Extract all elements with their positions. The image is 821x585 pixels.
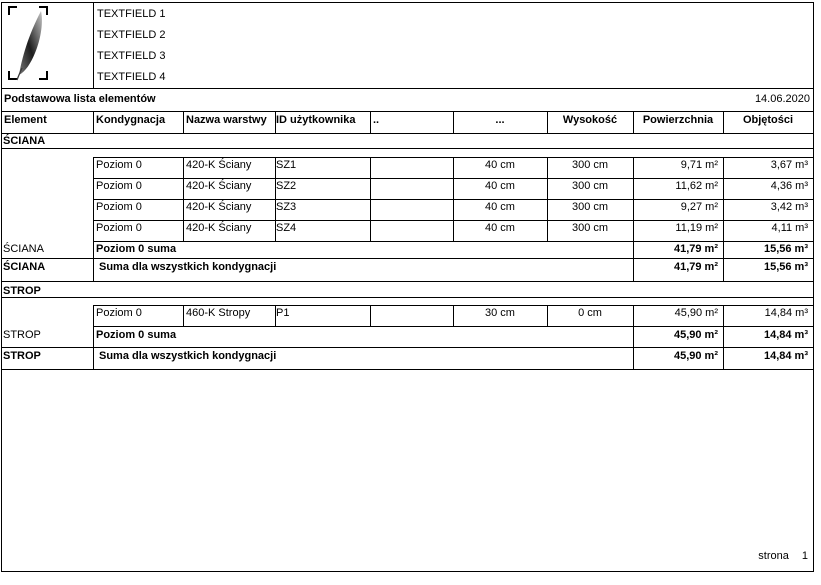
cell-objetosc: 14,84 m³ [764,307,808,319]
sum-powierzchnia: 41,79 m² [673,261,718,273]
grid-line [183,305,184,326]
cell-kondygnacja: Poziom 0 [96,159,142,171]
sum-element-label: ŚCIANA [3,261,46,273]
grid-line [453,305,454,326]
cell-objetosc: 3,67 m³ [770,159,808,171]
sum-label: Suma dla wszystkich kondygnacji [99,261,277,273]
grid-line [723,241,724,258]
cell-warstwa: 420-K Ściany [186,222,252,234]
grid-line [723,258,724,281]
sum-label: Poziom 0 suma [96,243,177,255]
grid-line [93,111,94,133]
cell-grubosc: 40 cm [485,159,515,171]
grid-line [633,111,634,133]
grid-line [93,326,814,327]
col-header-objetosci: Objętości [742,114,794,126]
cell-warstwa: 420-K Ściany [186,159,252,171]
sum-objetosc: 15,56 m³ [763,261,808,273]
sum-label: Poziom 0 suma [96,329,177,341]
grid-line [1,571,814,572]
sum-powierzchnia: 41,79 m² [673,243,718,255]
grid-line [370,157,371,241]
grid-line [633,157,634,241]
grid-line [183,111,184,133]
sum-label: Suma dla wszystkich kondygnacji [99,350,277,362]
grid-line [1,281,814,282]
grid-line [1,133,814,134]
cell-wysokosc: 0 cm [578,307,602,319]
grid-line [1,347,814,348]
grid-line [370,305,371,326]
grid-line [93,241,814,242]
cell-wysokosc: 300 cm [571,201,609,213]
cell-wysokosc: 300 cm [571,159,609,171]
grid-line [1,369,814,370]
cell-warstwa: 420-K Ściany [186,180,252,192]
grid-line [633,241,634,258]
col-header-kondygnacja: Kondygnacja [96,114,166,126]
grid-line [93,241,94,258]
cell-grubosc: 40 cm [485,180,515,192]
grid-line [93,157,94,241]
logo-textfield-4: TEXTFIELD 4 [97,71,166,83]
grid-line [547,157,548,241]
grid-line [275,157,276,241]
cell-id: SZ3 [276,201,297,213]
cell-id: SZ1 [276,159,297,171]
grid-line [1,148,814,149]
cell-grubosc: 40 cm [485,201,515,213]
cell-grubosc: 30 cm [485,307,515,319]
cell-kondygnacja: Poziom 0 [96,222,142,234]
col-header-element: Element [4,114,47,126]
grid-line [547,305,548,326]
grid-line [275,111,276,133]
grid-line [633,258,634,281]
cell-warstwa: 420-K Ściany [186,201,252,213]
cell-powierzchnia: 11,19 m² [675,222,718,234]
sum-powierzchnia: 45,90 m² [673,350,718,362]
sum-element-label: STROP [3,329,41,341]
grid-line [93,305,94,326]
sum-element-label: ŚCIANA [3,243,44,255]
sum-objetosc: 15,56 m³ [763,243,808,255]
cell-kondygnacja: Poziom 0 [96,180,142,192]
page-label: strona [758,550,789,562]
sum-powierzchnia: 45,90 m² [673,329,718,341]
page-number: 1 [801,550,808,562]
report-title: Podstawowa lista elementów [4,93,156,105]
cell-objetosc: 4,36 m³ [770,180,808,192]
grid-line [93,347,94,369]
cell-powierzchnia: 11,62 m² [675,180,718,192]
col-header-wysokosc: Wysokość [562,114,618,126]
grid-line [1,2,814,3]
grid-line [633,347,634,369]
grid-line [723,157,724,241]
logo-textfield-1: TEXTFIELD 1 [97,8,166,20]
group-header-strop: STROP [3,285,41,297]
cell-wysokosc: 300 cm [571,180,609,192]
grid-line [275,305,276,326]
group-header-sciana: ŚCIANA [3,135,46,147]
grid-line [183,157,184,241]
grid-line [453,157,454,241]
grid-line [813,2,814,572]
col-header-powierzchnia: Powierzchnia [642,114,714,126]
grid-line [1,111,814,112]
grid-line [370,111,371,133]
grid-line [633,326,634,347]
sum-element-label: STROP [3,350,41,362]
grid-line [723,326,724,347]
grid-line [547,111,548,133]
cell-wysokosc: 300 cm [571,222,609,234]
cell-id: SZ2 [276,180,297,192]
report-date: 14.06.2020 [754,93,810,105]
cell-powierzchnia: 9,27 m² [680,201,718,213]
cell-id: SZ4 [276,222,297,234]
logo-textfield-2: TEXTFIELD 2 [97,29,166,41]
sum-objetosc: 14,84 m³ [763,329,808,341]
grid-line [1,258,814,259]
cell-powierzchnia: 45,90 m² [674,307,718,319]
grid-line [1,2,2,571]
col-header-dots2: .. [373,114,380,126]
logo-textfield-3: TEXTFIELD 3 [97,50,166,62]
cell-objetosc: 3,42 m³ [770,201,808,213]
col-header-nazwa-warstwy: Nazwa warstwy [186,114,267,126]
grid-line [93,258,94,281]
cell-kondygnacja: Poziom 0 [96,201,142,213]
grid-line [723,305,724,326]
cell-id: P1 [276,307,290,319]
grid-line [723,347,724,369]
cell-warstwa: 460-K Stropy [186,307,251,319]
grid-line [93,2,94,88]
grid-line [1,88,814,89]
grid-line [723,111,724,133]
grid-line [633,305,634,326]
col-header-id-uzytkownika: ID użytkownika [276,114,356,126]
page-number-footer [650,550,808,562]
grid-line [1,297,814,298]
cell-grubosc: 40 cm [485,222,515,234]
cell-objetosc: 4,11 m³ [771,222,808,234]
grid-line [93,326,94,347]
cell-powierzchnia: 9,71 m² [680,159,718,171]
sum-objetosc: 14,84 m³ [763,350,808,362]
cell-kondygnacja: Poziom 0 [96,307,142,319]
grid-line [453,111,454,133]
col-header-dots3: ... [495,114,505,126]
feather-logo-icon [8,6,48,82]
